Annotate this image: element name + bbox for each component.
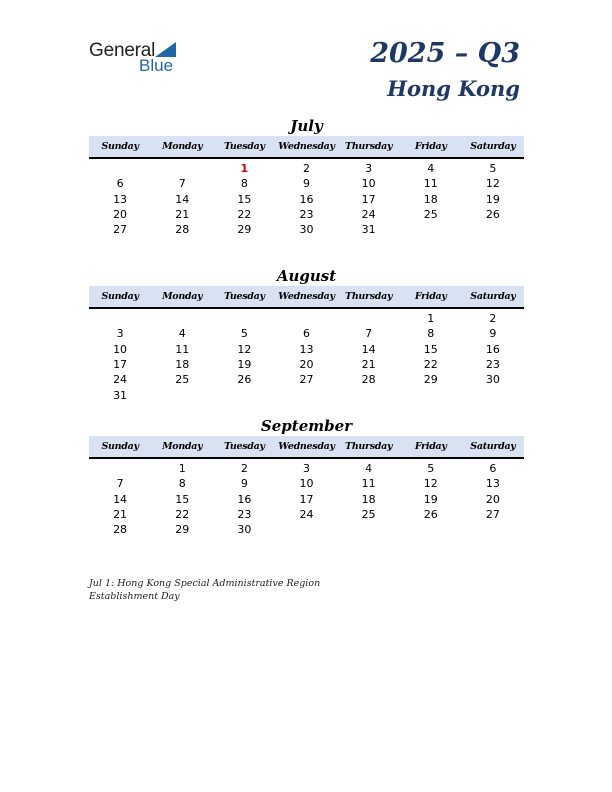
week-row xyxy=(89,522,524,537)
day-cell: 23 xyxy=(237,508,252,522)
day-cell: 29 xyxy=(237,223,252,237)
weekday-label: Tuesday xyxy=(223,441,265,452)
day-cell: 22 xyxy=(175,508,190,522)
day-cell: 26 xyxy=(423,508,438,522)
day-cell: 15 xyxy=(237,192,252,206)
week-row xyxy=(89,387,524,402)
day-cell: 19 xyxy=(423,492,438,506)
weekday-label: Thursday xyxy=(345,291,393,302)
weekday-label: Saturday xyxy=(470,141,516,152)
day-cell: 16 xyxy=(299,192,314,206)
day-cell: 14 xyxy=(175,192,190,206)
day-cell: 20 xyxy=(485,492,500,506)
day-cell: 3 xyxy=(365,162,373,176)
day-cell: 23 xyxy=(299,208,314,222)
holiday-note xyxy=(89,577,320,603)
day-cell: 6 xyxy=(116,177,124,191)
day-cell: 25 xyxy=(361,508,376,522)
day-cell: 21 xyxy=(113,508,128,522)
week-row xyxy=(89,476,524,491)
month-august xyxy=(89,266,524,403)
day-cell: 18 xyxy=(175,358,190,372)
day-cell: 7 xyxy=(116,477,124,491)
day-cell: 7 xyxy=(365,327,373,341)
week-row xyxy=(89,176,524,191)
day-cell: 2 xyxy=(302,162,310,176)
day-cell: 4 xyxy=(178,327,186,341)
holiday-note-line2: Establishment Day xyxy=(89,591,180,602)
day-cell: 2 xyxy=(240,462,248,476)
weekday-label: Sunday xyxy=(101,441,139,452)
day-cell: 11 xyxy=(361,477,376,491)
day-cell: 11 xyxy=(423,177,438,191)
weekday-label: Monday xyxy=(162,141,203,152)
day-cell: 22 xyxy=(423,358,438,372)
day-cell: 8 xyxy=(240,177,248,191)
month-name: September xyxy=(260,417,353,435)
day-cell: 24 xyxy=(361,208,376,222)
weekday-label: Saturday xyxy=(470,291,516,302)
weekday-header xyxy=(89,436,524,459)
day-cell: 12 xyxy=(485,177,500,191)
day-cell: 14 xyxy=(361,342,376,356)
day-cell: 30 xyxy=(237,523,252,537)
day-cell: 13 xyxy=(299,342,314,356)
day-cell: 23 xyxy=(485,358,500,372)
day-cell: 24 xyxy=(113,373,128,387)
day-cell: 5 xyxy=(489,162,497,176)
day-cell: 16 xyxy=(485,342,500,356)
day-cell: 30 xyxy=(485,373,500,387)
month-july xyxy=(89,116,524,237)
day-cell: 12 xyxy=(423,477,438,491)
weekday-label: Wednesday xyxy=(278,141,335,152)
day-cell: 31 xyxy=(113,388,128,402)
day-cell: 30 xyxy=(299,223,314,237)
weekday-label: Friday xyxy=(414,141,447,152)
day-cell: 12 xyxy=(237,342,252,356)
weekday-label: Sunday xyxy=(101,291,139,302)
day-cell: 6 xyxy=(489,462,497,476)
day-cell: 31 xyxy=(361,223,376,237)
day-cell: 9 xyxy=(302,177,310,191)
day-cell: 28 xyxy=(113,523,128,537)
day-cell: 4 xyxy=(365,462,373,476)
week-row xyxy=(89,207,524,222)
day-cell: 10 xyxy=(113,342,128,356)
weekday-header xyxy=(89,286,524,309)
week-row xyxy=(89,326,524,341)
day-cell: 17 xyxy=(361,192,376,206)
weekday-label: Tuesday xyxy=(223,291,265,302)
weekday-label: Wednesday xyxy=(278,291,335,302)
day-cell: 17 xyxy=(299,492,314,506)
weekday-label: Tuesday xyxy=(223,141,265,152)
day-cell: 15 xyxy=(175,492,190,506)
weekday-label: Friday xyxy=(414,291,447,302)
day-cell: 6 xyxy=(302,327,310,341)
day-cell: 7 xyxy=(178,177,186,191)
day-cell: 15 xyxy=(423,342,438,356)
weekday-header xyxy=(89,136,524,159)
weekday-label: Wednesday xyxy=(278,441,335,452)
week-row xyxy=(89,192,524,207)
day-cell: 26 xyxy=(485,208,500,222)
day-cell: 27 xyxy=(299,373,314,387)
day-cell: 28 xyxy=(175,223,190,237)
week-row xyxy=(89,311,524,326)
week-row xyxy=(89,372,524,387)
day-cell: 19 xyxy=(237,358,252,372)
logo-general-text: General xyxy=(89,40,156,61)
day-cell: 26 xyxy=(237,373,252,387)
week-row xyxy=(89,492,524,507)
week-row xyxy=(89,357,524,372)
day-cell: 24 xyxy=(299,508,314,522)
day-cell: 28 xyxy=(361,373,376,387)
day-cell: 21 xyxy=(175,208,190,222)
day-cell: 8 xyxy=(427,327,435,341)
day-cell: 25 xyxy=(175,373,190,387)
day-cell: 9 xyxy=(489,327,497,341)
day-cell: 13 xyxy=(485,477,500,491)
month-name: August xyxy=(276,267,337,285)
day-cell: 2 xyxy=(489,312,497,326)
day-cell: 9 xyxy=(240,477,248,491)
day-cell: 1 xyxy=(427,312,435,326)
country-title: Hong Kong xyxy=(387,76,520,101)
week-row xyxy=(89,222,524,237)
day-cell: 25 xyxy=(423,208,438,222)
day-cell: 21 xyxy=(361,358,376,372)
logo-blue-text: Blue xyxy=(139,56,174,75)
day-cell: 20 xyxy=(299,358,314,372)
week-row xyxy=(89,507,524,522)
week-row xyxy=(89,342,524,357)
day-cell: 20 xyxy=(113,208,128,222)
day-cell: 22 xyxy=(237,208,252,222)
day-cell: 8 xyxy=(178,477,186,491)
weekday-label: Friday xyxy=(414,441,447,452)
day-cell: 4 xyxy=(427,162,435,176)
day-cell: 18 xyxy=(423,192,438,206)
day-cell: 27 xyxy=(485,508,500,522)
day-cell: 19 xyxy=(485,192,500,206)
weekday-label: Thursday xyxy=(345,141,393,152)
day-cell: 17 xyxy=(113,358,128,372)
day-cell: 29 xyxy=(423,373,438,387)
day-cell: 27 xyxy=(113,223,128,237)
holiday-note-line1: Jul 1: Hong Kong Special Administrative Region xyxy=(89,578,321,589)
day-cell: 3 xyxy=(116,327,124,341)
page-title: 2025 – Q3 xyxy=(370,38,520,69)
day-cell: 16 xyxy=(237,492,252,506)
day-cell: 10 xyxy=(361,177,376,191)
logo xyxy=(89,40,199,80)
day-cell: 13 xyxy=(113,192,128,206)
week-row xyxy=(89,461,524,476)
weekday-label: Sunday xyxy=(101,141,139,152)
day-cell: 3 xyxy=(302,462,310,476)
month-name: July xyxy=(290,117,323,135)
logo-triangle-icon xyxy=(155,42,176,57)
day-cell: 14 xyxy=(113,492,128,506)
month-september xyxy=(89,416,524,537)
day-cell: 18 xyxy=(361,492,376,506)
day-cell: 1 xyxy=(178,462,186,476)
day-cell: 5 xyxy=(240,327,248,341)
day-cell: 10 xyxy=(299,477,314,491)
week-row xyxy=(89,161,524,176)
weekday-label: Monday xyxy=(162,291,203,302)
weekday-label: Monday xyxy=(162,441,203,452)
day-cell: 1 xyxy=(240,162,249,176)
day-cell: 5 xyxy=(427,462,435,476)
weekday-label: Thursday xyxy=(345,441,393,452)
day-cell: 11 xyxy=(175,342,190,356)
weekday-label: Saturday xyxy=(470,441,516,452)
day-cell: 29 xyxy=(175,523,190,537)
